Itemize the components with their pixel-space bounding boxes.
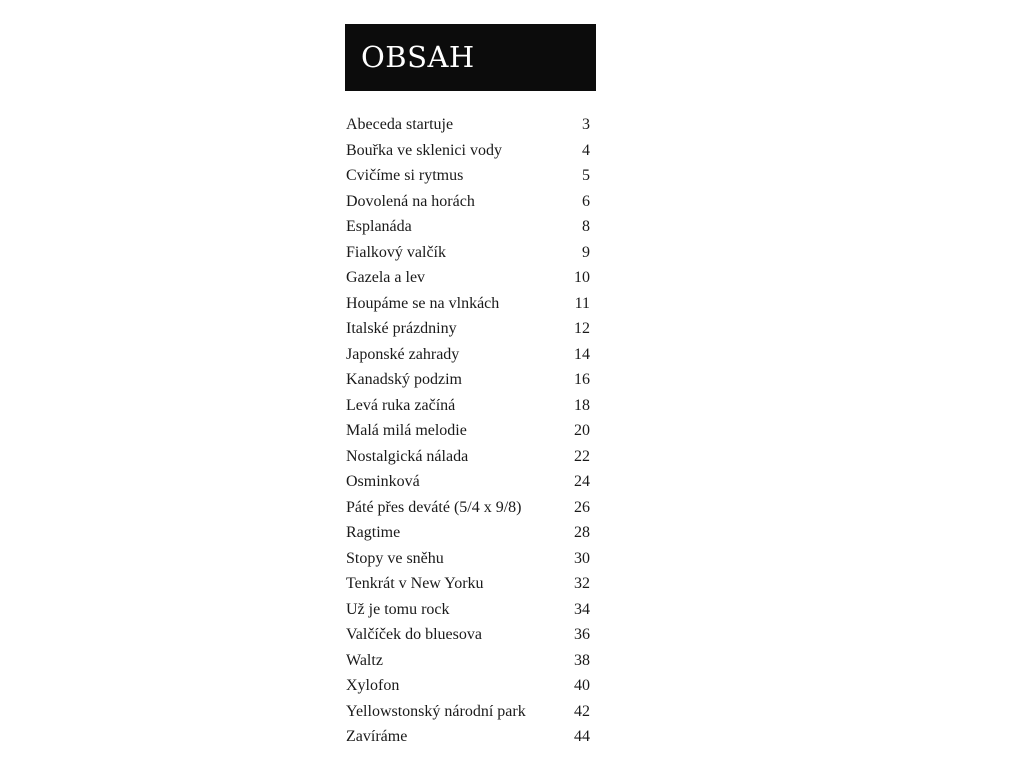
title-banner — [345, 24, 596, 91]
toc-entry-title: Esplanáda — [346, 218, 412, 235]
toc-entry-title: Japonské zahrady — [346, 345, 460, 363]
toc-entry — [346, 546, 590, 572]
toc-entry-title: Houpáme se na vlnkách — [346, 294, 500, 312]
toc-entry-page-number: 6 — [582, 192, 590, 210]
toc-entry-title: Cvičíme si rytmus — [346, 167, 464, 184]
toc-entry-title: Fialkový valčík — [346, 243, 446, 261]
toc-entry-page-number: 26 — [574, 498, 590, 516]
toc-entry-title: Kanadský podzim — [346, 371, 462, 388]
toc-entry-page-number: 42 — [574, 702, 590, 720]
toc-entry-title: Osminková — [346, 473, 420, 490]
toc-entry-title: Italské prázdniny — [346, 320, 457, 337]
toc-entry-title: Nostalgická nálada — [346, 447, 469, 465]
toc-entry-page-number: 34 — [574, 600, 590, 618]
toc-entry-page-number: 18 — [574, 396, 590, 414]
page-title: OBSAH — [361, 40, 475, 74]
toc-entry-page-number: 11 — [574, 294, 590, 312]
toc-entry-title: Zavíráme — [346, 728, 408, 745]
toc-entry-title: Tenkrát v New Yorku — [346, 575, 484, 592]
toc-entry — [346, 214, 590, 240]
toc-entry-page-number: 8 — [582, 218, 590, 235]
toc-entry-page-number: 4 — [582, 141, 590, 159]
toc-entry-title: Ragtime — [346, 524, 401, 541]
toc-entry — [346, 342, 590, 368]
toc-entry-page-number: 3 — [582, 116, 590, 133]
toc-entry-title: Yellowstonský národní park — [346, 702, 526, 720]
toc-entry-title: Bouřka ve sklenici vody — [346, 141, 502, 159]
toc-entry-page-number: 10 — [574, 269, 590, 286]
toc-entry — [346, 189, 590, 215]
toc-entry-page-number: 22 — [574, 447, 590, 465]
toc-entry-title: Už je tomu rock — [346, 600, 450, 618]
toc-entry-title: Waltz — [346, 651, 383, 669]
toc-entry-title: Xylofon — [346, 677, 400, 694]
toc-entry-page-number: 40 — [574, 677, 590, 694]
toc-entry — [346, 495, 590, 521]
toc-entry — [346, 112, 590, 138]
toc-entry — [346, 418, 590, 444]
toc-entry-page-number: 24 — [574, 473, 590, 490]
toc-entry-title: Valčíček do bluesova — [346, 626, 482, 643]
toc-entry — [346, 673, 590, 699]
toc-entry-title: Abeceda startuje — [346, 116, 454, 133]
toc-entry — [346, 163, 590, 189]
toc-entry-page-number: 14 — [574, 345, 590, 363]
toc-entry — [346, 367, 590, 393]
toc-entry-page-number: 30 — [574, 549, 590, 567]
table-of-contents — [346, 112, 590, 750]
toc-entry-page-number: 36 — [574, 626, 590, 643]
toc-entry-title: Dovolená na horách — [346, 192, 475, 210]
toc-entry-page-number: 32 — [574, 575, 590, 592]
toc-entry-title: Malá milá melodie — [346, 422, 467, 439]
toc-entry — [346, 622, 590, 648]
toc-entry — [346, 240, 590, 266]
toc-entry — [346, 444, 590, 470]
toc-entry — [346, 724, 590, 750]
toc-entry-page-number: 9 — [582, 243, 590, 261]
toc-entry — [346, 393, 590, 419]
toc-entry — [346, 571, 590, 597]
toc-entry-page-number: 5 — [582, 167, 590, 184]
toc-entry-page-number: 44 — [574, 728, 590, 745]
toc-entry-title: Páté přes deváté (5/4 x 9/8) — [346, 498, 522, 516]
toc-entry-page-number: 20 — [574, 422, 590, 439]
toc-entry-page-number: 12 — [574, 320, 590, 337]
toc-entry — [346, 469, 590, 495]
toc-entry — [346, 597, 590, 623]
toc-entry — [346, 138, 590, 164]
toc-entry-page-number: 38 — [574, 651, 590, 669]
toc-entry — [346, 648, 590, 674]
toc-entry-page-number: 16 — [574, 371, 590, 388]
toc-entry-title: Levá ruka začíná — [346, 396, 456, 414]
toc-entry — [346, 265, 590, 291]
toc-entry — [346, 699, 590, 725]
toc-entry — [346, 520, 590, 546]
toc-entry — [346, 291, 590, 317]
toc-entry — [346, 316, 590, 342]
toc-entry-title: Gazela a lev — [346, 269, 426, 286]
toc-entry-page-number: 28 — [574, 524, 590, 541]
toc-entry-title: Stopy ve sněhu — [346, 549, 444, 567]
